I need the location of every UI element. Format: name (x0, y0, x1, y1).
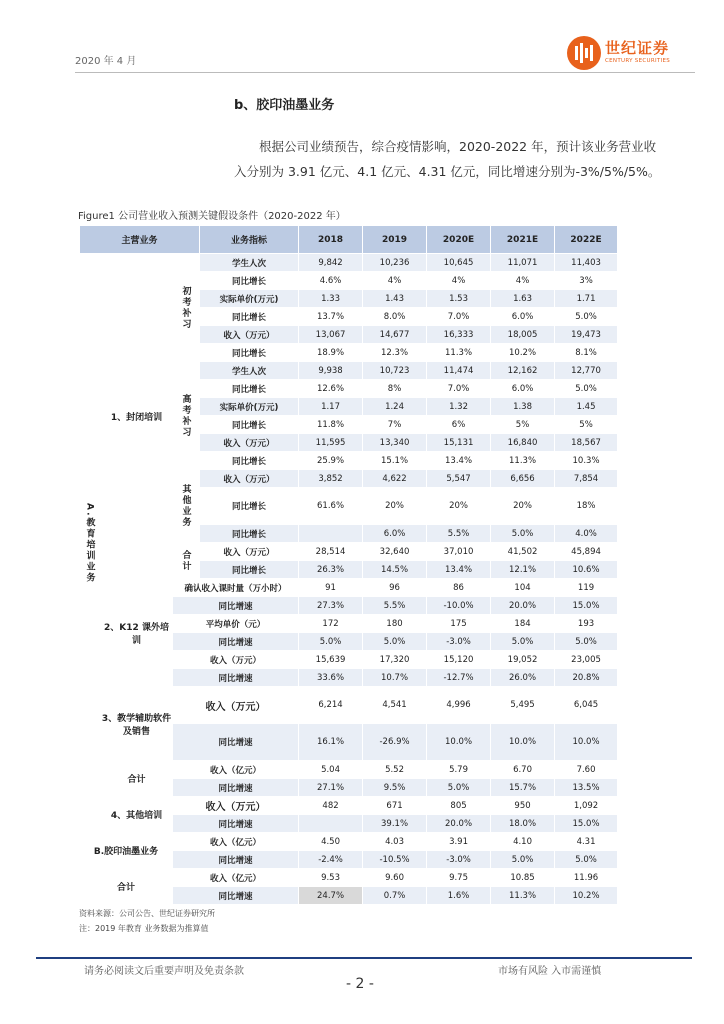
value-cell: 11.3% (491, 887, 555, 905)
value-cell: 16,333 (427, 326, 491, 344)
value-cell: 4.03 (363, 833, 427, 851)
metric-label: 同比增长 (200, 344, 299, 362)
value-cell: -3.0% (427, 851, 491, 869)
value-cell: -2.4% (299, 851, 363, 869)
metric-label: 学生人次 (200, 362, 299, 380)
value-cell: 13,340 (363, 434, 427, 452)
value-cell: 9.53 (299, 869, 363, 887)
header-year: 2020E (427, 226, 491, 254)
metric-label: 同比增长 (200, 416, 299, 434)
footer-divider (36, 957, 692, 959)
metric-label: 收入（亿元） (173, 833, 299, 851)
value-cell: 8.1% (555, 344, 618, 362)
value-cell: 5% (491, 416, 555, 434)
header-year: 2018 (299, 226, 363, 254)
metric-label: 同比增速 (173, 597, 299, 615)
value-cell: 4,541 (363, 687, 427, 724)
value-cell: 11.8% (299, 416, 363, 434)
value-cell: 10.3% (555, 452, 618, 470)
value-cell: 4.10 (491, 833, 555, 851)
value-cell: 15,120 (427, 651, 491, 669)
metric-label: 平均单价（元） (173, 615, 299, 633)
value-cell: 20% (363, 488, 427, 525)
value-cell: 5.5% (427, 525, 491, 543)
value-cell: 9.5% (363, 779, 427, 797)
value-cell: 5.5% (363, 597, 427, 615)
value-cell: 5,495 (491, 687, 555, 724)
metric-label: 同比增速 (173, 724, 299, 761)
value-cell: 7.0% (427, 308, 491, 326)
value-cell: 10.0% (491, 724, 555, 761)
value-cell: 13.4% (427, 561, 491, 579)
metric-label: 收入（万元） (173, 797, 299, 815)
value-cell: 27.1% (299, 779, 363, 797)
value-cell: 96 (363, 579, 427, 597)
value-cell (299, 525, 363, 543)
metric-label: 同比增速 (173, 815, 299, 833)
value-cell: 20.8% (555, 669, 618, 687)
value-cell: 10.6% (555, 561, 618, 579)
metric-label: 收入（万元） (173, 651, 299, 669)
sub-segment-label: 合计 (173, 543, 200, 579)
value-cell: -10.5% (363, 851, 427, 869)
metric-label: 同比增速 (173, 669, 299, 687)
value-cell: 17,320 (363, 651, 427, 669)
value-cell: 6,214 (299, 687, 363, 724)
figure-caption: Figure1 公司营业收入预测关键假设条件（2020-2022 年） (78, 211, 346, 222)
header-year: 2022E (555, 226, 618, 254)
value-cell: 1.71 (555, 290, 618, 308)
value-cell: 18.9% (299, 344, 363, 362)
value-cell: 5.0% (555, 380, 618, 398)
value-cell: -12.7% (427, 669, 491, 687)
value-cell: 14.5% (363, 561, 427, 579)
metric-label: 收入（万元） (200, 326, 299, 344)
table-row (80, 687, 618, 724)
group-b-label: B.胶印油墨业务 (80, 833, 173, 869)
value-cell: 39.1% (363, 815, 427, 833)
value-cell: 4,996 (427, 687, 491, 724)
metric-label: 同比增长 (200, 561, 299, 579)
metric-label: 同比增长 (200, 452, 299, 470)
value-cell: 13.7% (299, 308, 363, 326)
value-cell: 4,622 (363, 470, 427, 488)
value-cell: 13.4% (427, 452, 491, 470)
metric-label: 同比增长 (200, 488, 299, 525)
value-cell: 10.2% (555, 887, 618, 905)
value-cell: 671 (363, 797, 427, 815)
value-cell: 482 (299, 797, 363, 815)
value-cell: 1.17 (299, 398, 363, 416)
value-cell: 10.0% (427, 724, 491, 761)
data-note: 注：2019 年教育 业务数据为推算值 (79, 924, 209, 933)
value-cell: 1.33 (299, 290, 363, 308)
value-cell: 193 (555, 615, 618, 633)
value-cell: 8% (363, 380, 427, 398)
header-business: 主营业务 (80, 226, 200, 254)
value-cell: 61.6% (299, 488, 363, 525)
segment-label: 4、其他培训 (101, 797, 173, 833)
metric-label: 实际单价(万元) (200, 398, 299, 416)
value-cell: -3.0% (427, 633, 491, 651)
value-cell: 805 (427, 797, 491, 815)
value-cell: 6.70 (491, 761, 555, 779)
value-cell: 11,474 (427, 362, 491, 380)
segment-label: 3、教学辅助软件及销售 (101, 687, 173, 761)
metric-label: 收入（亿元） (173, 869, 299, 887)
value-cell: 19,473 (555, 326, 618, 344)
metric-label: 收入（万元） (200, 434, 299, 452)
value-cell: 5,547 (427, 470, 491, 488)
value-cell: 9,842 (299, 254, 363, 272)
value-cell: 11.96 (555, 869, 618, 887)
metric-label: 同比增速 (173, 851, 299, 869)
value-cell: 12,162 (491, 362, 555, 380)
value-cell: 180 (363, 615, 427, 633)
value-cell: 15.0% (555, 597, 618, 615)
value-cell: 5.0% (491, 851, 555, 869)
metric-label: 同比增速 (173, 887, 299, 905)
metric-label: 同比增长 (200, 308, 299, 326)
value-cell: 9.75 (427, 869, 491, 887)
value-cell: 4% (427, 272, 491, 290)
value-cell: 0.7% (363, 887, 427, 905)
metric-label: 收入（亿元） (173, 761, 299, 779)
value-cell: 6,656 (491, 470, 555, 488)
table-row (80, 579, 618, 597)
value-cell: 23,005 (555, 651, 618, 669)
value-cell: 14,677 (363, 326, 427, 344)
table-header-row (80, 226, 618, 254)
value-cell: 1.53 (427, 290, 491, 308)
value-cell: 91 (299, 579, 363, 597)
value-cell: 37,010 (427, 543, 491, 561)
value-cell: -26.9% (363, 724, 427, 761)
value-cell: 12.1% (491, 561, 555, 579)
value-cell: 1.32 (427, 398, 491, 416)
header-divider (75, 72, 695, 73)
value-cell: -10.0% (427, 597, 491, 615)
value-cell: 11.3% (491, 452, 555, 470)
value-cell: 10,645 (427, 254, 491, 272)
forecast-table (79, 225, 618, 905)
value-cell: 5.0% (363, 633, 427, 651)
value-cell: 15.7% (491, 779, 555, 797)
value-cell: 1.45 (555, 398, 618, 416)
value-cell: 10.85 (491, 869, 555, 887)
value-cell: 19,052 (491, 651, 555, 669)
value-cell: 11,595 (299, 434, 363, 452)
grand-total-label: 合计 (80, 869, 173, 905)
value-cell: 18,567 (555, 434, 618, 452)
value-cell: 6.0% (363, 525, 427, 543)
value-cell: 119 (555, 579, 618, 597)
value-cell: 6% (427, 416, 491, 434)
value-cell: 32,640 (363, 543, 427, 561)
footer-risk-note: 市场有风险 入市需谨慎 (498, 966, 602, 977)
value-cell: 27.3% (299, 597, 363, 615)
value-cell: 7.0% (427, 380, 491, 398)
value-cell: 4.31 (555, 833, 618, 851)
table-row (80, 761, 618, 779)
value-cell: 1.24 (363, 398, 427, 416)
value-cell: 12.3% (363, 344, 427, 362)
value-cell: 16.1% (299, 724, 363, 761)
source-note: 资料来源：公司公告、世纪证券研究所 (79, 909, 215, 918)
sub-segment-label: 初考补习 (173, 254, 200, 362)
table-row (80, 833, 618, 851)
value-cell: 33.6% (299, 669, 363, 687)
segment-label: 1、封闭培训 (101, 254, 173, 579)
value-cell: 10.0% (555, 724, 618, 761)
value-cell: 4% (491, 272, 555, 290)
value-cell: 950 (491, 797, 555, 815)
value-cell: 4.6% (299, 272, 363, 290)
value-cell: 26.3% (299, 561, 363, 579)
value-cell: 13.5% (555, 779, 618, 797)
value-cell: 5.0% (427, 779, 491, 797)
value-cell: 5.04 (299, 761, 363, 779)
value-cell: 3,852 (299, 470, 363, 488)
value-cell: 172 (299, 615, 363, 633)
report-date: 2020 年 4 月 (75, 56, 137, 67)
value-cell: 20.0% (491, 597, 555, 615)
value-cell: 41,502 (491, 543, 555, 561)
value-cell: 5.0% (299, 633, 363, 651)
table-row (80, 254, 618, 272)
value-cell: 10.2% (491, 344, 555, 362)
value-cell: 6.0% (491, 308, 555, 326)
metric-label: 同比增长 (200, 272, 299, 290)
value-cell: 1.63 (491, 290, 555, 308)
value-cell: 24.7% (299, 887, 363, 905)
value-cell: 184 (491, 615, 555, 633)
value-cell: 15,131 (427, 434, 491, 452)
value-cell: 20.0% (427, 815, 491, 833)
metric-label: 收入（万元） (200, 470, 299, 488)
value-cell: 9,938 (299, 362, 363, 380)
metric-label: 学生人次 (200, 254, 299, 272)
metric-label: 同比增速 (173, 633, 299, 651)
value-cell: 10.7% (363, 669, 427, 687)
value-cell: 28,514 (299, 543, 363, 561)
company-logo (567, 36, 670, 70)
value-cell: 20% (491, 488, 555, 525)
value-cell: 5.0% (491, 525, 555, 543)
group-a-label: A.教育培训业务 (80, 254, 101, 833)
body-paragraph: 根据公司业绩预告，综合疫情影响，2020-2022 年，预计该业务营业收入分别为 3.91 亿元、4.1 亿元、4.31 亿元，同比增速分别为-3%/5%/5%。 (234, 139, 661, 179)
value-cell: 9.60 (363, 869, 427, 887)
metric-label: 收入（万元） (173, 687, 299, 724)
table-row (80, 869, 618, 887)
metric-label: 收入（万元） (200, 543, 299, 561)
value-cell: 5.0% (555, 308, 618, 326)
sub-segment-label: 其他业务 (173, 470, 200, 543)
metric-label: 确认收入课时量（万小时） (173, 579, 299, 597)
value-cell: 15,639 (299, 651, 363, 669)
value-cell: 13,067 (299, 326, 363, 344)
value-cell: 25.9% (299, 452, 363, 470)
value-cell: 5.0% (555, 633, 618, 651)
value-cell: 5.0% (555, 851, 618, 869)
value-cell: 4.0% (555, 525, 618, 543)
value-cell: 11.3% (427, 344, 491, 362)
header-metric: 业务指标 (200, 226, 299, 254)
logo-icon (567, 36, 601, 70)
value-cell: 45,894 (555, 543, 618, 561)
metric-label: 同比增速 (173, 779, 299, 797)
section-title: b、胶印油墨业务 (234, 98, 335, 113)
value-cell: 7,854 (555, 470, 618, 488)
value-cell: 15.0% (555, 815, 618, 833)
header-year: 2019 (363, 226, 427, 254)
segment-label: 2、K12 课外培训 (101, 579, 173, 687)
value-cell: 3% (555, 272, 618, 290)
logo-name-cn: 世纪证券 (605, 39, 670, 58)
value-cell: 5.0% (491, 633, 555, 651)
logo-name-en: CENTURY SECURITIES (605, 58, 671, 65)
footer-disclaimer: 请务必阅读文后重要声明及免责条款 (84, 966, 244, 977)
metric-label: 同比增长 (200, 525, 299, 543)
value-cell: 5% (555, 416, 618, 434)
value-cell: 1.43 (363, 290, 427, 308)
value-cell: 1,092 (555, 797, 618, 815)
value-cell: 15.1% (363, 452, 427, 470)
value-cell: 18.0% (491, 815, 555, 833)
value-cell: 26.0% (491, 669, 555, 687)
value-cell: 4% (363, 272, 427, 290)
sub-segment-label: 高考补习 (173, 362, 200, 470)
value-cell: 4.50 (299, 833, 363, 851)
segment-label: 合计 (101, 761, 173, 797)
value-cell: 11,403 (555, 254, 618, 272)
value-cell: 12.6% (299, 380, 363, 398)
value-cell: 1.6% (427, 887, 491, 905)
value-cell: 86 (427, 579, 491, 597)
value-cell: 7.60 (555, 761, 618, 779)
value-cell: 1.38 (491, 398, 555, 416)
value-cell: 175 (427, 615, 491, 633)
metric-label: 同比增长 (200, 380, 299, 398)
value-cell: 6,045 (555, 687, 618, 724)
value-cell: 20% (427, 488, 491, 525)
value-cell: 104 (491, 579, 555, 597)
value-cell: 5.52 (363, 761, 427, 779)
value-cell (299, 815, 363, 833)
value-cell: 6.0% (491, 380, 555, 398)
table-row (80, 797, 618, 815)
value-cell: 12,770 (555, 362, 618, 380)
value-cell: 16,840 (491, 434, 555, 452)
value-cell: 18% (555, 488, 618, 525)
header-year: 2021E (491, 226, 555, 254)
value-cell: 11,071 (491, 254, 555, 272)
value-cell: 8.0% (363, 308, 427, 326)
value-cell: 5.79 (427, 761, 491, 779)
value-cell: 3.91 (427, 833, 491, 851)
value-cell: 10,723 (363, 362, 427, 380)
value-cell: 10,236 (363, 254, 427, 272)
metric-label: 实际单价(万元) (200, 290, 299, 308)
value-cell: 7% (363, 416, 427, 434)
value-cell: 18,005 (491, 326, 555, 344)
page-number: - 2 - (346, 976, 374, 992)
